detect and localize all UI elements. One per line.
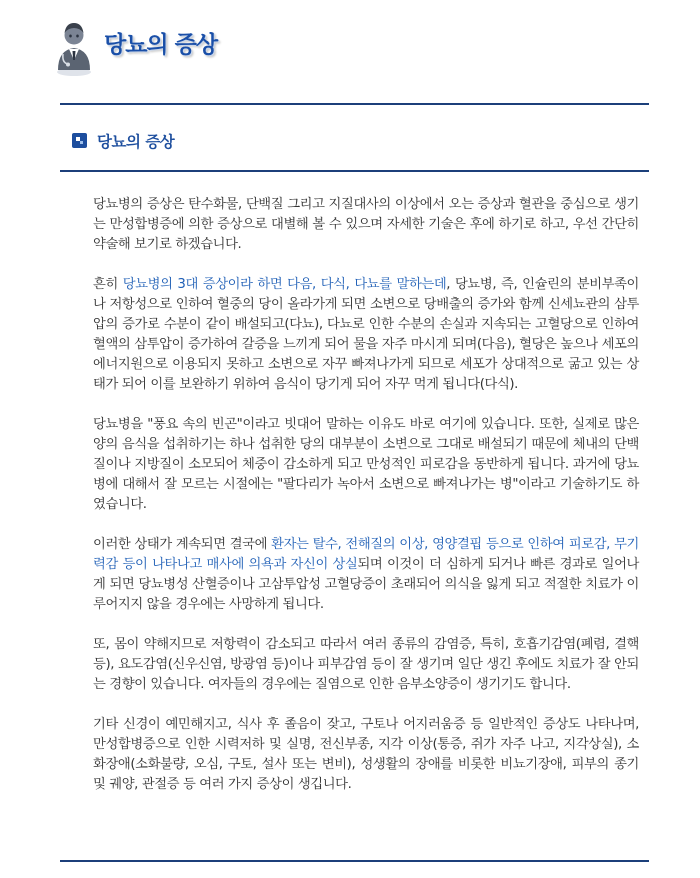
bottom-divider xyxy=(60,860,649,862)
page-header xyxy=(54,16,654,86)
highlighted-text: 환자는 탈수, 전해질의 이상, 영양결핍 등으로 인하여 피로감, 무기력감 등이 나타나고 매사에 의욕과 자신이 상실 xyxy=(93,537,639,572)
paragraph xyxy=(93,415,639,515)
section-title: 당뇨의 증상 xyxy=(97,133,175,151)
square-bullet-icon xyxy=(72,133,87,148)
paragraph-text: , 당뇨병, 즉, 인슐린의 분비부족이나 저항성으로 인하여 혈중의 당이 올라가게 되면 소변으로 당배출의 증가와 함께 신세뇨관의 삼투압의 증가로 수분이 같이 배설되고(다뇨), 다뇨로 인한 수분의 손실과 지속되는 고혈당으로 인하여 혈액의 삼투압이 증가하여 갈증을 느끼게 되어 물을 자주 마시게 되며(다음), 혈당은 높으나 세포의 에너지원으로 이용되지 못하고 소변으로 자꾸 빠져나가게 되므로 세포가 상대적으로 굶고 있는 상태가 되어 이를 보완하기 위하여 음식이 당기게 되어 자꾸 먹게 됩니다(다식). xyxy=(93,277,640,392)
section-divider xyxy=(60,170,649,172)
paragraph-text: 기타 신경이 예민해지고, 식사 후 졸음이 잦고, 구토나 어지러움증 등 일반적인 증상도 나타나며, 만성합병증으로 인한 시력저하 및 실명, 전신부종, 지각 이상(통증, 쥐가 자주 나고, 지각상실), 소화장애(소화불량, 오심, 구토, 설사 또는 변비), 성생활의 장애를 비롯한 비뇨기장애, 피부의 종기 및 궤양, 관절증 등 여러 가지 증상이 생깁니다. xyxy=(93,717,639,792)
paragraph xyxy=(93,715,639,795)
doctor-icon xyxy=(54,16,96,78)
paragraph xyxy=(93,275,639,395)
top-divider xyxy=(60,103,649,105)
paragraph-text: 되며 이것이 더 심하게 되거나 빠른 경과로 일어나게 되면 당뇨병성 산혈증이나 고삼투압성 고혈당증이 초래되어 의식을 잃게 되고 적절한 치료가 이루어지지 않을 경우에는 사망하게 됩니다. xyxy=(93,557,639,612)
paragraph-text: 이러한 상태가 계속되면 결국에 xyxy=(93,537,272,552)
paragraph xyxy=(93,535,639,615)
page-title: 당뇨의 증상 xyxy=(104,32,218,58)
paragraph xyxy=(93,195,639,255)
paragraph-text: 당뇨병의 증상은 탄수화물, 단백질 그리고 지질대사의 이상에서 오는 증상과 혈관을 중심으로 생기는 만성합병증에 의한 증상으로 대별해 볼 수 있으며 자세한 기술은 후에 하기로 하고, 우선 간단히 약술해 보기로 하겠습니다. xyxy=(93,197,639,252)
paragraph-text: 흔히 xyxy=(93,277,123,292)
article-body xyxy=(93,195,639,815)
paragraph xyxy=(93,635,639,695)
paragraph-text: 또, 몸이 약해지므로 저항력이 감소되고 따라서 여러 종류의 감염증, 특히, 호흡기감염(폐렴, 결핵 등), 요도감염(신우신염, 방광염 등)이나 피부감염 등이 잘 생기며 일단 생긴 후에도 치료가 잘 안되는 경향이 있습니다. 여자들의 경우에는 질염으로 인한 음부소양증이 생기기도 합니다. xyxy=(93,637,639,692)
highlighted-text: 당뇨병의 3대 증상이라 하면 다음, 다식, 다뇨를 말하는데 xyxy=(122,277,447,292)
paragraph-text: 당뇨병을 "풍요 속의 빈곤"이라고 빗대어 말하는 이유도 바로 여기에 있습니다. 또한, 실제로 많은 양의 음식을 섭취하기는 하나 섭취한 당의 대부분이 소변으로 그대로 배설되기 때문에 체내의 단백질이나 지방질이 소모되어 체중이 감소하게 되고 만성적인 피로감을 동반하게 됩니다. 과거에 당뇨병에 대해서 잘 모르는 시절에는 "팔다리가 녹아서 소변으로 빠져나가는 병"이라고 기술하기도 하였습니다. xyxy=(93,417,639,512)
